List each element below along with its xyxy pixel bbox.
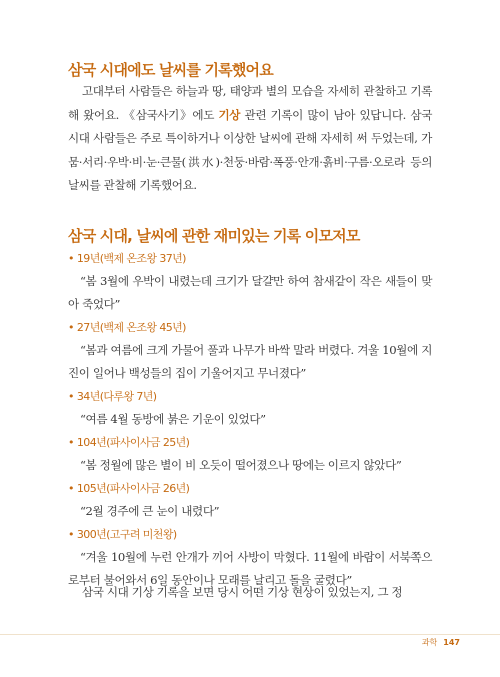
record-date (68, 478, 432, 500)
bullet-icon: • (68, 321, 74, 334)
bullet-icon: • (68, 528, 74, 541)
highlighted-term: 기상 (218, 107, 241, 122)
record-entry (68, 432, 432, 477)
record-quote: “봄 3월에 우박이 내렸는데 크기가 달걀만 하여 참새같이 작은 새들이 맞아 죽었다” (68, 274, 432, 311)
section-heading: 삼국 시대, 날씨에 관한 재미있는 기록 이모저모 (68, 227, 360, 245)
record-quote: “봄과 여름에 크게 가물어 풀과 나무가 바싹 말라 버렸다. 겨울 10월에 지진이 일어나 백성들의 집이 기울어지고 무너졌다” (68, 343, 432, 380)
record-quote: “봄 정월에 많은 별이 비 오듯이 떨어졌으나 땅에는 이르지 않았다” (80, 458, 402, 472)
footer-divider (0, 634, 500, 635)
bullet-icon: • (68, 252, 74, 265)
record-date (68, 317, 432, 339)
paragraph-text: 관련 기록이 많이 남아 있답니다. 삼국 시대 사람들은 주로 특이하거나 이상한 날씨에 관해 자세히 써 두었는데, 가뭄·서리·우박·비·눈·큰물(洪水)·천둥·바람·폭풍·안개·흙비·구름·오로라 등의 날씨를 관찰해 기록했어요. (68, 107, 432, 193)
record-date-text: 27년(백제 온조왕 45년) (76, 321, 186, 334)
record-date (68, 432, 432, 454)
record-quote: “여름 4월 동방에 붉은 기운이 있었다” (80, 412, 266, 426)
intro-paragraph (68, 80, 432, 198)
section-heading: 삼국 시대에도 날씨를 기록했어요 (68, 61, 273, 79)
record-entry (68, 317, 432, 385)
bullet-icon: • (68, 436, 74, 449)
record-date-text: 104년(파사이사금 25년) (76, 436, 190, 449)
record-list (68, 248, 432, 593)
page-footer (422, 637, 460, 648)
closing-paragraph: 삼국 시대 기상 기록을 보면 당시 어떤 기상 현상이 있었는지, 그 정 (82, 585, 403, 599)
record-entry (68, 248, 432, 316)
record-entry (68, 386, 432, 431)
record-date (68, 386, 432, 408)
paragraph-text: 고대부터 사람들은 하늘과 땅, 태양과 별의 모습을 자세히 관찰하고 기록해 왔어요. 《삼국사기》에도 (68, 84, 432, 122)
page-number: 147 (443, 638, 460, 647)
bullet-icon: • (68, 482, 74, 495)
record-date (68, 524, 432, 546)
bullet-icon: • (68, 390, 74, 403)
record-date-text: 19년(백제 온조왕 37년) (76, 252, 186, 265)
record-entry (68, 478, 432, 523)
footer-section: 과학 (421, 638, 438, 647)
record-date-text: 105년(파사이사금 26년) (76, 482, 190, 495)
record-quote: “겨울 10월에 누런 안개가 끼어 사방이 막혔다. 11월에 바람이 서북쪽으로부터 불어와서 6일 동안이나 모래를 날리고 돌을 굴렸다” (68, 550, 432, 587)
record-quote: “2월 경주에 큰 눈이 내렸다” (80, 504, 220, 518)
record-date (68, 248, 432, 270)
record-date-text: 34년(다루왕 7년) (76, 390, 157, 403)
record-date-text: 300년(고구려 미천왕) (76, 528, 177, 541)
